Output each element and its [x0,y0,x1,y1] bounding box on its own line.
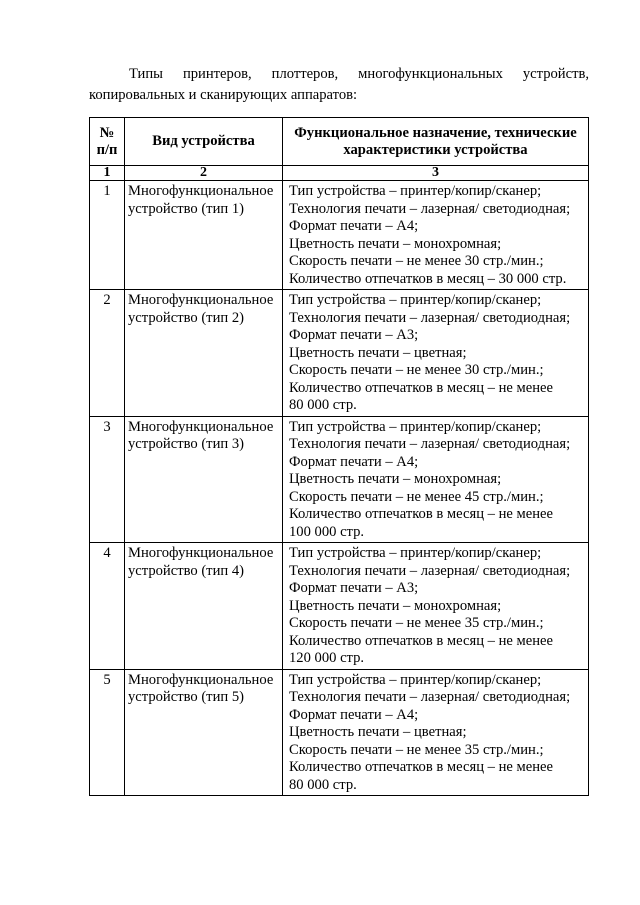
device-type-cell [125,669,283,796]
header-num-line: № [99,124,115,141]
description-line: Тип устройства – принтер/копир/сканер; [289,545,542,561]
header-device-type-label: Вид устройства [152,133,255,149]
description-line: Цветность печати – монохромная; [289,597,502,614]
description-line: Цветность печати – монохромная; [289,235,502,252]
row-number: 2 [90,290,125,417]
row-number: 5 [90,669,125,796]
column-number: 3 [283,166,589,181]
description-line: Формат печати – А4; [289,706,419,723]
row-number: 3 [90,416,125,543]
table-body [90,181,589,796]
header-description-line: Функциональное назначение, технические [294,124,577,141]
device-type-cell [125,416,283,543]
description-line: Количество отпечатков в месяц – не менее [289,506,554,522]
device-type-line: Многофункциональное [128,418,274,435]
description-line: Количество отпечатков в месяц – 30 000 стр. [289,270,567,287]
description-line: Технология печати – лазерная/ светодиодная; [289,436,571,452]
description-line: Технология печати – лазерная/ светодиодная; [289,309,571,326]
description-line: Формат печати – А4; [289,453,419,470]
table-row [90,416,589,543]
table-row [90,669,589,796]
description-cell [283,543,589,670]
header-description-line: характеристики устройства [343,141,528,158]
description-line: Формат печати – А4; [289,218,419,234]
description-line: Технология печати – лазерная/ светодиодная; [289,689,571,705]
description-line: Цветность печати – цветная; [289,724,467,740]
row-number: 4 [90,543,125,670]
column-number: 2 [125,166,283,181]
description-cell [283,181,589,290]
device-type-line: Многофункциональное [128,545,274,561]
description-line: 120 000 стр. [289,650,365,666]
header-device-type [125,118,283,166]
description-line: Скорость печати – не менее 45 стр./мин.; [289,488,544,505]
description-line: Количество отпечатков в месяц – не менее [289,759,554,775]
description-line: Скорость печати – не менее 35 стр./мин.; [289,741,544,758]
column-number-row [90,166,589,181]
device-type-cell [125,181,283,290]
device-type-line: устройство (тип 3) [128,436,244,452]
description-line: Цветность печати – монохромная; [289,471,502,487]
description-line: Количество отпечатков в месяц – не менее [289,632,554,649]
description-cell [283,669,589,796]
table-row [90,543,589,670]
description-line: 80 000 стр. [289,776,357,793]
description-line: Скорость печати – не менее 30 стр./мин.; [289,362,544,378]
table-row [90,290,589,417]
intro-paragraph [89,64,589,106]
description-line: Тип устройства – принтер/копир/сканер; [289,183,542,199]
device-type-line: Многофункциональное [128,671,274,688]
description-line: Технология печати – лазерная/ светодиодная; [289,200,571,217]
header-num [90,118,125,166]
description-line: Тип устройства – принтер/копир/сканер; [289,418,542,435]
description-line: 100 000 стр. [289,523,365,540]
description-cell [283,416,589,543]
device-type-line: устройство (тип 4) [128,562,244,579]
device-type-line: устройство (тип 1) [128,200,244,217]
description-line: Тип устройства – принтер/копир/сканер; [289,292,542,308]
description-line: 80 000 стр. [289,397,357,413]
description-line: Цветность печати – цветная; [289,344,467,361]
device-type-line: устройство (тип 2) [128,309,244,326]
intro-line-2: копировальных и сканирующих аппаратов: [89,87,358,103]
intro-line-1: Типы принтеров, плоттеров, многофункциональных устройств, [129,66,589,82]
device-type-line: устройство (тип 5) [128,689,244,705]
column-number: 1 [90,166,125,181]
description-line: Количество отпечатков в месяц – не менее [289,379,554,396]
description-line: Формат печати – А3; [289,580,419,596]
table-header-row [90,118,589,166]
header-num-line: п/п [96,141,118,158]
description-line: Тип устройства – принтер/копир/сканер; [289,671,542,688]
device-type-line: Многофункциональное [128,183,274,199]
header-description [283,118,589,166]
description-cell [283,290,589,417]
device-types-table [89,117,589,796]
description-line: Скорость печати – не менее 30 стр./мин.; [289,253,544,269]
description-line: Технология печати – лазерная/ светодиодная; [289,562,571,579]
device-type-cell [125,543,283,670]
row-number: 1 [90,181,125,290]
device-type-cell [125,290,283,417]
description-line: Формат печати – А3; [289,327,419,343]
table-row [90,181,589,290]
description-line: Скорость печати – не менее 35 стр./мин.; [289,615,544,631]
device-type-line: Многофункциональное [128,292,274,308]
